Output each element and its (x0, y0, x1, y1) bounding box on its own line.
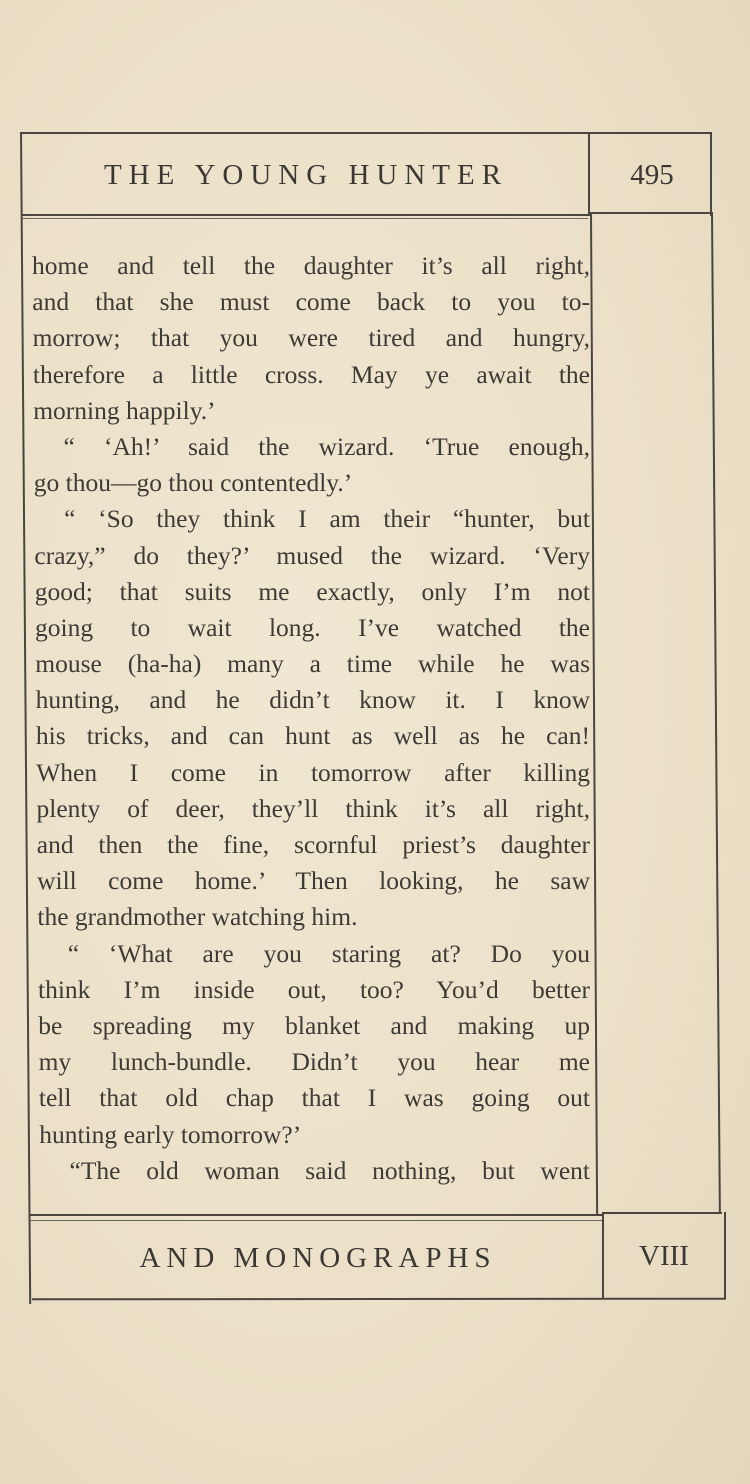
text-line: “ ‘What are you staring at? Do you (67, 938, 590, 968)
text-line: “ ‘Ah!’ said the wizard. ‘True enough, (63, 431, 590, 461)
text-line: “The old woman said nothing, but went (69, 1155, 590, 1185)
text-line: be spreading my blanket and making up (38, 1010, 590, 1040)
text-line: hunting, and he didn’t know it. I know (35, 685, 590, 715)
running-title: THE YOUNG HUNTER (103, 158, 509, 191)
text-line: his tricks, and can hunt as well as he can! (35, 721, 590, 751)
series-title: AND MONOGRAPHS (139, 1241, 497, 1274)
header-bottom-rule-inner (22, 218, 588, 219)
text-line: and that she must come back to you to- (32, 287, 590, 317)
text-line: crazy,” do they?’ mused the wizard. ‘Very (34, 540, 590, 570)
text-line: morning happily.’ (33, 395, 216, 425)
footer-top-rule-right (602, 1212, 722, 1214)
text-line: hunting early tomorrow?’ (39, 1119, 302, 1149)
volume-number: VIII (639, 1239, 689, 1272)
body-text (32, 248, 590, 1189)
text-line: morrow; that you were tired and hungry, (32, 323, 590, 353)
text-line: my lunch-bundle. Didn’t you hear me (38, 1047, 590, 1077)
text-line: and then the fine, scornful priest’s daughter (36, 830, 590, 859)
top-frame-rule (20, 132, 712, 134)
text-line: will come home.’ Then looking, he saw (37, 866, 590, 896)
page-number: 495 (630, 158, 674, 191)
text-line: go thou—go thou contentedly.’ (33, 468, 353, 498)
text-line: plenty of deer, they’ll think it’s all right, (36, 793, 590, 823)
text-line: tell that old chap that I was going out (38, 1083, 590, 1113)
text-line: the grandmother watching him. (37, 902, 358, 932)
text-line: When I come in tomorrow after killing (36, 757, 590, 787)
text-line: going to wait long. I’ve watched the (35, 612, 590, 642)
text-line: “ ‘So they think I am their “hunter, but (64, 504, 590, 534)
text-line: mouse (ha-ha) many a time while he was (35, 649, 590, 679)
text-line: therefore a little cross. May ye await the (32, 359, 590, 389)
text-line: good; that suits me exactly, only I’m not (34, 576, 590, 606)
footer-right-rule (724, 1212, 726, 1298)
footer-top-rule (30, 1214, 602, 1216)
text-line: think I’m inside out, too? You’d better (38, 974, 590, 1004)
text-line: home and tell the daughter it’s all right, (32, 251, 590, 280)
